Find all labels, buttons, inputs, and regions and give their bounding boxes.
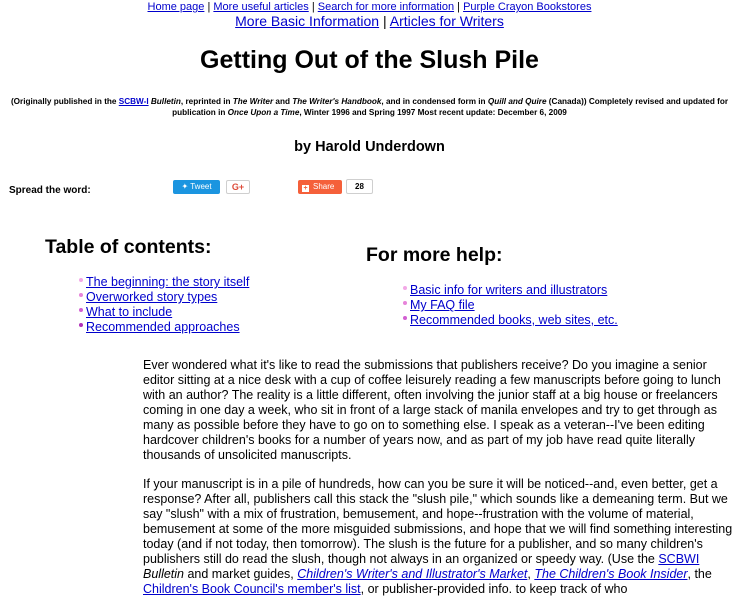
help-heading: For more help: <box>366 244 503 266</box>
list-item <box>403 298 618 313</box>
pub-text: , Winter 1996 and Spring 1997 Most recent update: December 6, 2009 <box>299 108 567 117</box>
list-item <box>79 290 249 305</box>
secondary-nav <box>0 14 739 29</box>
bullet-icon <box>403 301 407 305</box>
body-text: , <box>527 567 535 581</box>
toc-link-overworked[interactable]: Overworked story types <box>86 290 218 304</box>
body-text: If your manuscript is in a pile of hundreds, how can you be sure it will be noticed--and, even better, get a response? After all, publishers call this stack the "slush pile," which sounds like a demeaning term. But we say "slush" with a mix of frustration, bemusement, and hope--frustration with the volume of material, bemusement at some of the more misguided submissions, and hope that we will find something interesting today (and if not today, then tomorrow). The slush is the future for a publisher, and so many children's publishers still do read the slush, though not always in an organized or speedy way. (Use the <box>143 477 733 566</box>
help-list <box>403 283 618 328</box>
bullet-icon <box>79 323 83 327</box>
nav-articles-writers-link[interactable]: Articles for Writers <box>389 13 504 29</box>
body-paragraph: Ever wondered what it's like to read the submissions that publishers receive? Do you imagine a senior editor sitting at a nice desk with a cup of coffee leisurely reading a few manuscripts before going to lunch with an author? The reality is a little different, often involving the junior staff at a big house or freelancers coming in one day a week, who sit in front of a large stack of manila envelopes and try to get through as many as possible before they have to go on to something else. I speak as a veteran--I've been editing hardcover children's books for a number of years now, and as part of my job have read quite literally thousands of unsolicited manuscripts. <box>143 358 721 462</box>
toc-heading: Table of contents: <box>45 236 212 258</box>
scbwi-link[interactable]: SCBW-I <box>118 97 149 106</box>
book-insider-link[interactable]: The Children's Book Insider <box>534 567 688 581</box>
scbwi-body-link[interactable]: SCBWI <box>658 552 700 566</box>
nav-separator: | <box>311 1 315 13</box>
toc-list <box>79 275 249 335</box>
toc-link-include[interactable]: What to include <box>86 305 173 319</box>
tweet-button[interactable] <box>173 180 220 194</box>
cbc-members-link[interactable]: Children's Book Council's member's list <box>143 582 361 596</box>
publication-note <box>0 96 739 118</box>
spread-the-word-label: Spread the word: <box>9 185 91 196</box>
bullet-icon <box>403 316 407 320</box>
help-link-basic-info[interactable]: Basic info for writers and illustrators <box>410 283 608 297</box>
body-text: , the <box>687 567 712 581</box>
toc-link-approaches[interactable]: Recommended approaches <box>86 320 240 334</box>
list-item <box>403 283 618 298</box>
pub-italic: The Writer's Handbook <box>292 97 382 106</box>
pub-text: , reprinted in <box>180 97 233 106</box>
nav-separator: | <box>457 1 460 13</box>
list-item <box>79 275 249 290</box>
bullet-icon <box>79 293 83 297</box>
share-label: Share <box>313 182 335 191</box>
help-link-faq[interactable]: My FAQ file <box>410 298 475 312</box>
nav-useful-articles-link[interactable]: More useful articles <box>213 1 309 13</box>
nav-basic-info-link[interactable]: More Basic Information <box>235 13 380 29</box>
pub-italic: Once Upon a Time <box>227 108 300 117</box>
nav-separator: | <box>207 1 211 13</box>
pub-italic: Bulletin <box>150 97 181 106</box>
pub-text: and <box>273 97 293 106</box>
pub-italic: The Writer <box>232 97 274 106</box>
share-count: 28 <box>346 179 373 194</box>
nav-separator: | <box>382 13 387 29</box>
market-guide-link[interactable]: Children's Writer's and Illustrator's Market <box>297 567 528 581</box>
share-button[interactable] <box>298 180 342 194</box>
list-item <box>403 313 618 328</box>
help-link-recommended[interactable]: Recommended books, web sites, etc. <box>410 313 618 327</box>
pub-text: , and in condensed form in <box>381 97 488 106</box>
toc-link-beginning[interactable]: The beginning: the story itself <box>86 275 250 289</box>
tweet-label: Tweet <box>190 182 212 191</box>
google-plus-button[interactable]: G+ <box>226 180 250 194</box>
nav-bookstores-link[interactable]: Purple Crayon Bookstores <box>463 1 592 13</box>
byline: by Harold Underdown <box>294 139 445 155</box>
plus-icon: + <box>303 185 308 192</box>
bullet-icon <box>79 308 83 312</box>
bullet-icon <box>403 286 407 290</box>
body-text: and market guides, <box>184 567 298 581</box>
article-body <box>143 358 735 611</box>
nav-home-link[interactable]: Home page <box>147 1 205 13</box>
list-item <box>79 305 249 320</box>
body-text: , or publisher-provided info. to keep track of who <box>360 582 628 596</box>
bullet-icon <box>79 278 83 282</box>
pub-text: (Canada)) Completely revised and updated for publication in <box>172 97 729 117</box>
twitter-bird-icon: ✦ <box>181 182 189 191</box>
nav-search-link[interactable]: Search for more information <box>317 1 455 13</box>
body-italic: Bulletin <box>143 567 184 581</box>
pub-text: (Originally published in the <box>10 97 119 106</box>
page-title: Getting Out of the Slush Pile <box>200 46 539 74</box>
body-paragraph <box>143 477 735 597</box>
pub-italic: Quill and Quire <box>487 97 547 106</box>
list-item <box>79 320 249 335</box>
